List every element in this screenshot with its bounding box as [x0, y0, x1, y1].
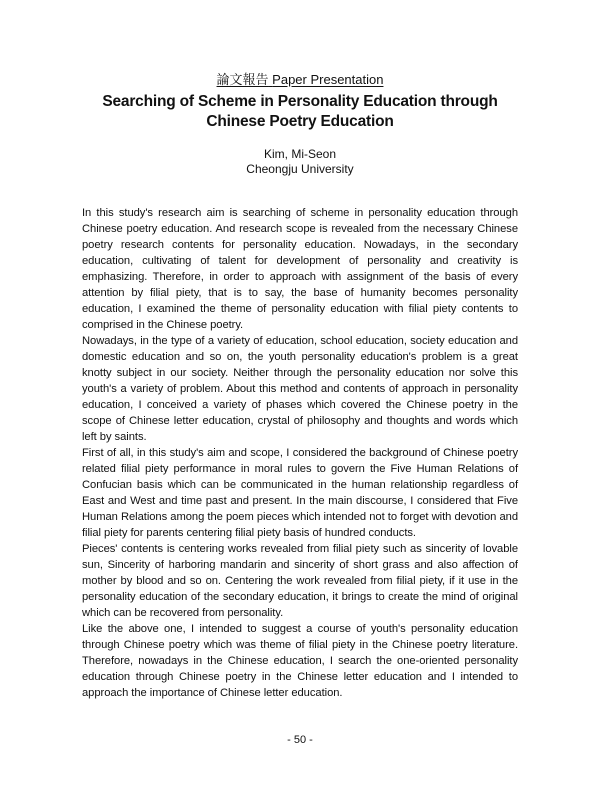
section-label-text: [217, 72, 384, 87]
abstract-paragraph: Pieces' contents is centering works revealed from filial piety such as sincerity of lovable sun, Sincerity of harboring mandarin and sincerity of short grass and also affection of mother by blood and so on. Centering the work revealed from filial piety, if it use in the personality education of the secondary education, it brings to create the mind of original which can be recovered from personality.: [82, 543, 518, 619]
page-number: - 50 -: [287, 734, 313, 746]
author-affiliation: Cheongju University: [246, 162, 354, 176]
author-name: Kim, Mi-Seon: [263, 147, 337, 161]
section-label-cjk: 論文報告: [216, 72, 269, 87]
abstract-paragraph: In this study's research aim is searching of scheme in personality education through Chinese poetry education. And research scope is revealed from the necessary Chinese poetry research contents for personality education. Nowadays, in the secondary education, cultivating of talent for development of personality and creativity is emphasizing. Therefore, in order to approach with assignment of the basis of every attention by filial piety, that is to say, the base of humanity becomes personality education, I examined the theme of personality education with filial piety contents to comprised in the Chinese poetry.: [82, 207, 518, 331]
section-label: [0, 72, 600, 88]
paper-title: Searching of Scheme in Personality Education through Chinese Poetry Education: [102, 93, 498, 130]
abstract-paragraph: Like the above one, I intended to suggest a course of youth's personality education through Chinese poetry which was theme of filial piety in the Chinese poetry literature. Therefore, nowadays in the Chinese education, I search the one-oriented personality education through Chinese poetry in the Chinese letter education and I intended to approach the importance of Chinese letter education.: [82, 623, 518, 699]
abstract-body: [82, 205, 518, 701]
abstract-paragraph: Nowadays, in the type of a variety of education, school education, society education and domestic education and so on, the youth personality education's problem is a great knotty subject in our society. Neither through the personality education nor solve this youth's a variety of problem. About this method and contents of approach in personality education, I conceived a variety of phases which covered the Chinese poetry in the scope of Chinese letter education, crystal of philosophy and thoughts and words which left by saints.: [82, 335, 518, 443]
abstract-paragraph: First of all, in this study's aim and scope, I considered the background of Chinese poetry related filial piety performance in moral rules to govern the Five Human Relations of Confucian basis which can be communicated in the human relationship regardless of East and West and time past and present. In the main discourse, I considered that Five Human Relations among the poem pieces which intended not to forget with devotion and filial piety for parents centering filial piety basis of hundred conducts.: [82, 447, 518, 539]
section-label-en: Paper Presentation: [272, 72, 384, 87]
